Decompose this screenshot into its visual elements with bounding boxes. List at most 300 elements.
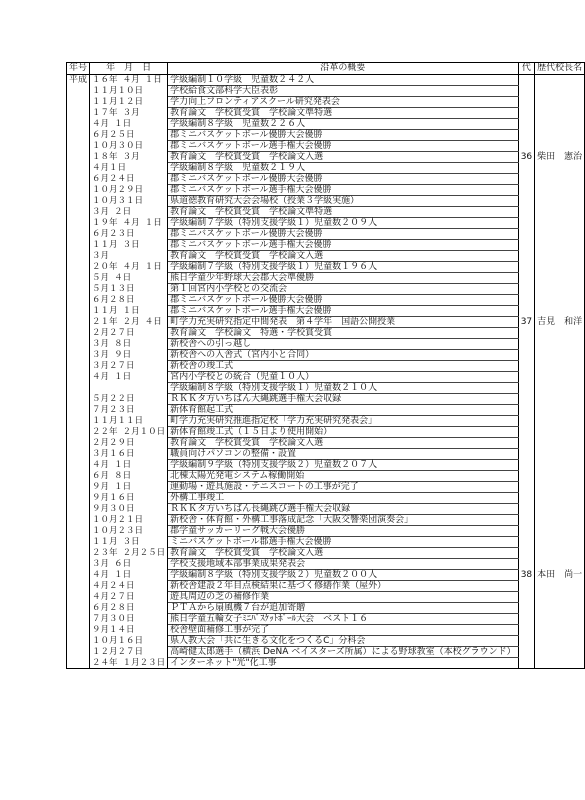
description-cell: 教育論文 学校賞受賞 学校論文準特選 — [168, 108, 519, 119]
description-cell: 学級編制８学級 児童数２１９人 — [168, 163, 519, 174]
table-row — [67, 482, 585, 493]
era-cell — [67, 141, 90, 152]
table-row — [67, 163, 585, 174]
description-cell: 新体育館起工式 — [168, 405, 519, 416]
principal-cell — [535, 658, 585, 669]
era-cell — [67, 493, 90, 504]
generation-cell — [518, 493, 534, 504]
generation-cell — [518, 405, 534, 416]
date-cell: ６月２８日 — [90, 295, 168, 306]
date-cell: ３月２７日 — [90, 361, 168, 372]
date-cell: ３月 — [90, 251, 168, 262]
generation-cell — [518, 251, 534, 262]
table-row — [67, 416, 585, 427]
table-row — [67, 86, 585, 97]
principal-cell — [535, 460, 585, 471]
description-cell: 高崎健太郎選手（横浜 DeNA ベイスターズ所属）による野球教室（本校グラウンド） — [168, 647, 519, 658]
principal-cell — [535, 97, 585, 108]
description-cell: 町学力充実研究指定中間発表 第４学年 国語公開授業 — [168, 317, 519, 328]
date-cell: ５月１３日 — [90, 284, 168, 295]
table-row — [67, 251, 585, 262]
generation-cell — [518, 284, 534, 295]
era-cell — [67, 581, 90, 592]
header-description: 沿革の概要 — [168, 63, 519, 75]
era-cell — [67, 427, 90, 438]
description-cell: 遊具周辺の芝の補修作業 — [168, 592, 519, 603]
date-cell: ２１年 ２月 ４日 — [90, 317, 168, 328]
generation-cell — [518, 185, 534, 196]
era-cell — [67, 163, 90, 174]
era-cell — [67, 614, 90, 625]
era-cell — [67, 218, 90, 229]
era-cell — [67, 328, 90, 339]
principal-cell — [535, 163, 585, 174]
generation-cell — [518, 416, 534, 427]
description-cell: 学級編制７学級（特別支援学級１）児童数２０９人 — [168, 218, 519, 229]
principal-cell — [535, 218, 585, 229]
date-cell: ５月 ４日 — [90, 273, 168, 284]
description-cell: 校舎壁面補修工事が完了 — [168, 625, 519, 636]
description-cell: 郡学童サッカーリーグ戦大会優勝 — [168, 526, 519, 537]
principal-cell — [535, 141, 585, 152]
date-cell: ３月 ２日 — [90, 207, 168, 218]
principal-cell — [535, 339, 585, 350]
description-cell: 教育論文 学校論文 特選・学校賞受賞 — [168, 328, 519, 339]
date-cell — [90, 383, 168, 394]
era-cell — [67, 636, 90, 647]
generation-cell — [518, 482, 534, 493]
principal-cell: 柴田 憲治 — [535, 152, 585, 163]
principal-cell — [535, 174, 585, 185]
era-cell — [67, 394, 90, 405]
description-cell: 教育論文 学校賞受賞 学校論文入選 — [168, 251, 519, 262]
era-cell — [67, 284, 90, 295]
date-cell: ７月２３日 — [90, 405, 168, 416]
era-cell — [67, 229, 90, 240]
table-row — [67, 460, 585, 471]
date-cell: １１月 ３日 — [90, 240, 168, 251]
table-row — [67, 119, 585, 130]
era-cell — [67, 174, 90, 185]
date-cell: １１月１２日 — [90, 97, 168, 108]
principal-cell — [535, 636, 585, 647]
principal-cell — [535, 493, 585, 504]
date-cell: ９月１６日 — [90, 493, 168, 504]
generation-cell — [518, 460, 534, 471]
table-row — [67, 438, 585, 449]
header-row — [67, 63, 585, 75]
era-cell — [67, 262, 90, 273]
description-cell: 教育論文 学校賞受賞 学校論文入選 — [168, 438, 519, 449]
history-table — [66, 62, 585, 669]
table-row — [67, 570, 585, 581]
table-row — [67, 196, 585, 207]
generation-cell — [518, 383, 534, 394]
date-cell: ２０年 ４月 １日 — [90, 262, 168, 273]
generation-cell — [518, 658, 534, 669]
principal-cell — [535, 449, 585, 460]
table-row — [67, 229, 585, 240]
generation-cell — [518, 548, 534, 559]
date-cell: １７年 ３月 — [90, 108, 168, 119]
era-cell — [67, 306, 90, 317]
date-cell: １０月１６日 — [90, 636, 168, 647]
generation-cell — [518, 471, 534, 482]
table-row — [67, 537, 585, 548]
principal-cell — [535, 405, 585, 416]
description-cell: 郡ミニバスケットボール優勝大会優勝 — [168, 229, 519, 240]
principal-cell — [535, 284, 585, 295]
table-row — [67, 581, 585, 592]
date-cell: １０月３１日 — [90, 196, 168, 207]
table-row — [67, 141, 585, 152]
generation-cell — [518, 273, 534, 284]
generation-cell — [518, 75, 534, 86]
era-cell — [67, 317, 90, 328]
generation-cell — [518, 240, 534, 251]
principal-cell — [535, 130, 585, 141]
principal-cell — [535, 614, 585, 625]
description-cell: 学級編制９学級（特別支援学級２）児童数２０７人 — [168, 460, 519, 471]
description-cell: ＰＴＡから扇風機７台が追加寄贈 — [168, 603, 519, 614]
era-cell — [67, 339, 90, 350]
generation-cell — [518, 372, 534, 383]
generation-cell — [518, 328, 534, 339]
principal-cell — [535, 383, 585, 394]
description-cell: 学級編制７学級（特別支援学級１）児童数１９６人 — [168, 262, 519, 273]
principal-cell — [535, 471, 585, 482]
principal-cell — [535, 394, 585, 405]
principal-cell — [535, 328, 585, 339]
era-cell — [67, 97, 90, 108]
table-row — [67, 625, 585, 636]
table-row — [67, 504, 585, 515]
generation-cell — [518, 174, 534, 185]
date-cell: ３月 ８日 — [90, 339, 168, 350]
table-row — [67, 658, 585, 669]
generation-cell — [518, 559, 534, 570]
era-cell — [67, 251, 90, 262]
principal-cell — [535, 559, 585, 570]
date-cell: ３月 ６日 — [90, 559, 168, 570]
description-cell: 新校舎への引っ越し — [168, 339, 519, 350]
table-row — [67, 361, 585, 372]
date-cell: ４月 １日 — [90, 570, 168, 581]
principal-cell — [535, 427, 585, 438]
principal-cell — [535, 416, 585, 427]
era-cell — [67, 526, 90, 537]
principal-cell — [535, 526, 585, 537]
principal-cell — [535, 625, 585, 636]
date-cell: １１月１１日 — [90, 416, 168, 427]
date-cell: ２４年 １月２３日 — [90, 658, 168, 669]
principal-cell — [535, 262, 585, 273]
date-cell: ９月３０日 — [90, 504, 168, 515]
generation-cell — [518, 141, 534, 152]
description-cell: 郡ミニバスケットボール選手権大会優勝 — [168, 141, 519, 152]
date-cell: ６月２８日 — [90, 603, 168, 614]
description-cell: 郡ミニバスケットボール選手権大会優勝 — [168, 306, 519, 317]
description-cell: 学校支援地域本部事業成果発表会 — [168, 559, 519, 570]
table-row — [67, 548, 585, 559]
era-cell — [67, 592, 90, 603]
description-cell: 新校舎への入舎式（宮内小と合同） — [168, 350, 519, 361]
generation-cell — [518, 295, 534, 306]
date-cell: ４月 １日 — [90, 460, 168, 471]
generation-cell — [518, 427, 534, 438]
description-cell: 郡ミニバスケットボール優勝大会優勝 — [168, 130, 519, 141]
date-cell: ４月２７日 — [90, 592, 168, 603]
table-row — [67, 405, 585, 416]
header-era: 年号 — [67, 63, 90, 75]
era-cell — [67, 548, 90, 559]
description-cell: ＲＫＫタ方いちばん長縄跳び選手権大会収録 — [168, 504, 519, 515]
generation-cell: 38 — [518, 570, 534, 581]
description-cell: 学校給食文部科学大臣表彰 — [168, 86, 519, 97]
principal-cell — [535, 372, 585, 383]
era-cell — [67, 570, 90, 581]
principal-cell — [535, 548, 585, 559]
description-cell: 教育論文 学校賞受賞 学校論文入選 — [168, 152, 519, 163]
generation-cell — [518, 438, 534, 449]
era-cell — [67, 658, 90, 669]
description-cell: 新校舎建設２年目点検結果に基づく修繕作業（屋外） — [168, 581, 519, 592]
table-row — [67, 592, 585, 603]
principal-cell — [535, 295, 585, 306]
date-cell: ４月１日 — [90, 163, 168, 174]
era-cell — [67, 405, 90, 416]
description-cell: 県人教大会「共に生きる文化をつくるC」分科会 — [168, 636, 519, 647]
era-cell — [67, 515, 90, 526]
description-cell: 新体育館竣工式（１５日より使用開始） — [168, 427, 519, 438]
era-cell: 平成 — [67, 75, 90, 86]
description-cell: 運動場・遊具施設・テニスコートの工事が完了 — [168, 482, 519, 493]
description-cell: 新校舎の竣工式 — [168, 361, 519, 372]
description-cell: 第１回宮内小学校との交流会 — [168, 284, 519, 295]
table-row — [67, 240, 585, 251]
principal-cell: 本田 尚一 — [535, 570, 585, 581]
description-cell: 学力向上フロンティアスクール研究発表会 — [168, 97, 519, 108]
generation-cell — [518, 218, 534, 229]
generation-cell — [518, 537, 534, 548]
table-row — [67, 427, 585, 438]
date-cell: ５月２２日 — [90, 394, 168, 405]
generation-cell — [518, 581, 534, 592]
generation-cell — [518, 108, 534, 119]
era-cell — [67, 130, 90, 141]
description-cell: 県道徳教育研究大会会場校（授業３学級実施） — [168, 196, 519, 207]
date-cell: ２月２７日 — [90, 328, 168, 339]
principal-cell — [535, 350, 585, 361]
date-cell: ２３年 ２月２５日 — [90, 548, 168, 559]
header-principal: 歴代校長名 — [535, 63, 585, 75]
generation-cell — [518, 361, 534, 372]
description-cell: 宮内小学校との統合（児童１０人） — [168, 372, 519, 383]
table-row — [67, 130, 585, 141]
date-cell: ４月 １日 — [90, 372, 168, 383]
description-cell: 郡ミニバスケットボール優勝大会優勝 — [168, 295, 519, 306]
principal-cell — [535, 119, 585, 130]
table-row — [67, 394, 585, 405]
generation-cell — [518, 119, 534, 130]
header-generation: 代 — [518, 63, 534, 75]
generation-cell — [518, 196, 534, 207]
era-cell — [67, 504, 90, 515]
era-cell — [67, 559, 90, 570]
header-date: 年 月 日 — [90, 63, 168, 75]
generation-cell — [518, 229, 534, 240]
date-cell: １０月２３日 — [90, 526, 168, 537]
principal-cell — [535, 438, 585, 449]
era-cell — [67, 438, 90, 449]
date-cell: ７月３０日 — [90, 614, 168, 625]
description-cell: 郡ミニバスケットボール選手権大会優勝 — [168, 240, 519, 251]
table-row — [67, 383, 585, 394]
era-cell — [67, 350, 90, 361]
table-row — [67, 97, 585, 108]
principal-cell — [535, 229, 585, 240]
description-cell: 外構工事竣工 — [168, 493, 519, 504]
era-cell — [67, 471, 90, 482]
principal-cell — [535, 185, 585, 196]
table-row — [67, 207, 585, 218]
description-cell: 教育論文 学校賞受賞 学校論文入選 — [168, 548, 519, 559]
principal-cell: 吉見 和洋 — [535, 317, 585, 328]
date-cell: ９月 １日 — [90, 482, 168, 493]
date-cell: ６月 ８日 — [90, 471, 168, 482]
era-cell — [67, 119, 90, 130]
table-row — [67, 328, 585, 339]
description-cell: 学級編制８学級 児童数２２６人 — [168, 119, 519, 130]
table-row — [67, 284, 585, 295]
table-row — [67, 262, 585, 273]
principal-cell — [535, 504, 585, 515]
date-cell: ２月２９日 — [90, 438, 168, 449]
era-cell — [67, 361, 90, 372]
description-cell: 新校舎・体育館・外構工事落成記念「大阪交響楽団演奏会」 — [168, 515, 519, 526]
date-cell: ９月１４日 — [90, 625, 168, 636]
table-row — [67, 559, 585, 570]
principal-cell — [535, 603, 585, 614]
principal-cell — [535, 86, 585, 97]
generation-cell — [518, 449, 534, 460]
principal-cell — [535, 273, 585, 284]
era-cell — [67, 152, 90, 163]
principal-cell — [535, 592, 585, 603]
generation-cell — [518, 350, 534, 361]
date-cell: １６年 ４月 １日 — [90, 75, 168, 86]
principal-cell — [535, 537, 585, 548]
date-cell: １０月３０日 — [90, 141, 168, 152]
generation-cell — [518, 130, 534, 141]
table-row — [67, 647, 585, 658]
table-row — [67, 372, 585, 383]
era-cell — [67, 185, 90, 196]
description-cell: 郡ミニバスケットボール選手権大会優勝 — [168, 185, 519, 196]
date-cell: １９年 ４月 １日 — [90, 218, 168, 229]
date-cell: ６月２５日 — [90, 130, 168, 141]
description-cell: ＲＫＫタ方いちばん大縄跳選手権大会収録 — [168, 394, 519, 405]
date-cell: １１月１０日 — [90, 86, 168, 97]
date-cell: ４月２４日 — [90, 581, 168, 592]
date-cell: １０月２１日 — [90, 515, 168, 526]
table-row — [67, 471, 585, 482]
description-cell: 学級編制８学級（特別支援学級２）児童数２００人 — [168, 570, 519, 581]
table-row — [67, 218, 585, 229]
principal-cell — [535, 207, 585, 218]
era-cell — [67, 416, 90, 427]
date-cell: ６月２４日 — [90, 174, 168, 185]
principal-cell — [535, 251, 585, 262]
generation-cell — [518, 526, 534, 537]
description-cell: 北棟太陽光発電システム稼働開始 — [168, 471, 519, 482]
table-row — [67, 174, 585, 185]
era-cell — [67, 460, 90, 471]
generation-cell: 37 — [518, 317, 534, 328]
principal-cell — [535, 75, 585, 86]
principal-cell — [535, 361, 585, 372]
table-row — [67, 350, 585, 361]
table-row — [67, 273, 585, 284]
generation-cell — [518, 515, 534, 526]
description-cell: 学級編制８学級（特別支援学級１）児童数２１０人 — [168, 383, 519, 394]
description-cell: 教育論文 学校賞受賞 学校論文準特選 — [168, 207, 519, 218]
table-row — [67, 526, 585, 537]
era-cell — [67, 207, 90, 218]
table-row — [67, 108, 585, 119]
description-cell: 熊日学童少年野球大会郡大会準優勝 — [168, 273, 519, 284]
table-row — [67, 295, 585, 306]
principal-cell — [535, 196, 585, 207]
principal-cell — [535, 240, 585, 251]
era-cell — [67, 647, 90, 658]
generation-cell — [518, 97, 534, 108]
principal-cell — [535, 581, 585, 592]
description-cell: ミニバスケットボール郡選手権大会優勝 — [168, 537, 519, 548]
table-row — [67, 515, 585, 526]
era-cell — [67, 625, 90, 636]
principal-cell — [535, 108, 585, 119]
era-cell — [67, 372, 90, 383]
principal-cell — [535, 482, 585, 493]
generation-cell — [518, 625, 534, 636]
era-cell — [67, 603, 90, 614]
table-row — [67, 449, 585, 460]
date-cell: １１月 ３日 — [90, 537, 168, 548]
generation-cell — [518, 394, 534, 405]
date-cell: ３月 ９日 — [90, 350, 168, 361]
table-row — [67, 317, 585, 328]
table-row — [67, 306, 585, 317]
table-row — [67, 493, 585, 504]
era-cell — [67, 240, 90, 251]
generation-cell: 36 — [518, 152, 534, 163]
generation-cell — [518, 592, 534, 603]
description-cell: 学級編制１０学級 児童数２４２人 — [168, 75, 519, 86]
table-row — [67, 603, 585, 614]
date-cell: ３月１６日 — [90, 449, 168, 460]
generation-cell — [518, 339, 534, 350]
era-cell — [67, 86, 90, 97]
era-cell — [67, 383, 90, 394]
table-row — [67, 152, 585, 163]
generation-cell — [518, 306, 534, 317]
generation-cell — [518, 603, 534, 614]
era-cell — [67, 196, 90, 207]
description-cell: 町学力充実研究推進指定校「学力充実研究発表会」 — [168, 416, 519, 427]
generation-cell — [518, 163, 534, 174]
generation-cell — [518, 614, 534, 625]
